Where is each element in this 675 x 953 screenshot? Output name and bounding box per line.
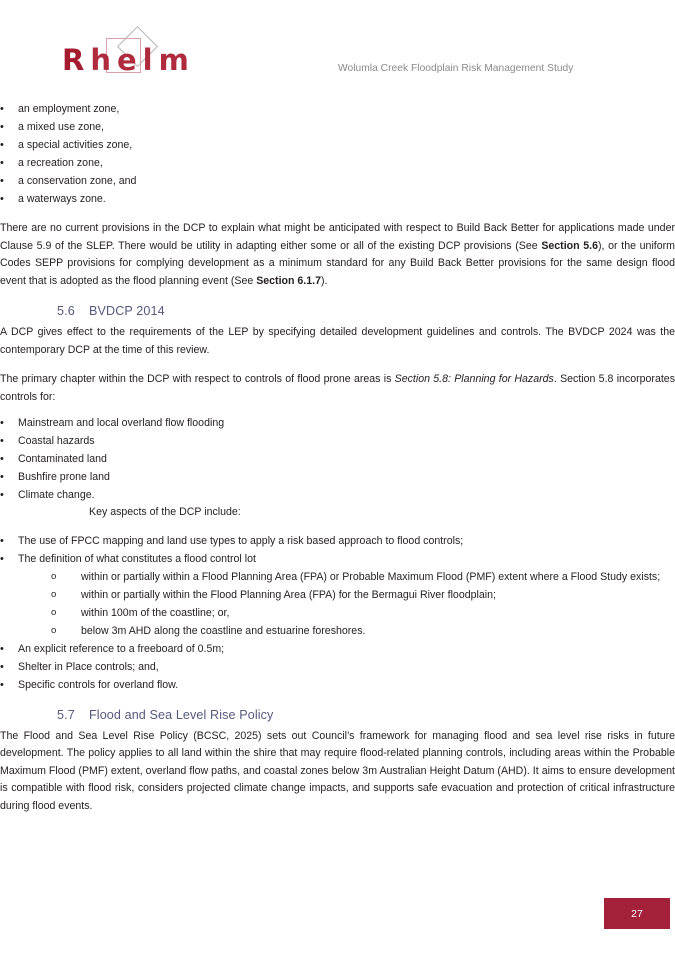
header-document-title: Wolumla Creek Floodplain Risk Management Study	[338, 63, 574, 74]
list-item	[0, 450, 675, 468]
flood-control-lot-sublist	[51, 568, 675, 640]
list-item-text: a conservation zone, and	[18, 175, 137, 187]
section-56-intro-paragraph: A DCP gives effect to the requirements of the LEP by specifying detailed development guidelines and controls. The BVDCP 2024 was the contemporary DCP at the time of this review.	[0, 326, 675, 356]
section-heading-56	[57, 304, 618, 318]
zone-bullet-list	[0, 100, 675, 208]
primary-chapter-part-1: The primary chapter within the DCP with respect to controls of flood prone areas is	[0, 373, 395, 385]
list-item	[0, 532, 675, 550]
list-item	[0, 154, 675, 172]
list-item	[0, 676, 675, 694]
list-item-text: Shelter in Place controls; and,	[18, 660, 159, 673]
section-title: BVDCP 2014	[89, 304, 165, 318]
list-item	[0, 640, 675, 658]
page-number-text: 27	[631, 907, 643, 920]
sub-list-item-text: below 3m AHD along the coastline and estuarine foreshores.	[81, 624, 366, 637]
page-content	[0, 100, 675, 815]
section-57-paragraph: The Flood and Sea Level Rise Policy (BCSC, 2025) sets out Council’s framework for managing flood and sea level rise risks in future development. The policy applies to all land within the shire that may require flood-related planning controls, including areas within the Probable Maximum Flood (PMF) extent, overland flow paths, and coastal zones below 3m Australian Height Datum (AHD). It aims to ensure development is compatible with flood risk, considers projected climate change impacts, and supports safe evacuation and protection of critical infrastructure during flood events.	[0, 729, 675, 812]
list-item-text: Bushfire prone land	[18, 471, 110, 483]
list-item	[0, 172, 675, 190]
list-item	[0, 414, 675, 432]
section-heading-57	[57, 708, 618, 722]
section-number: 5.7	[57, 707, 75, 722]
sub-list-item	[51, 622, 675, 640]
list-item-text: a waterways zone.	[18, 193, 106, 205]
list-item	[0, 486, 675, 504]
page-header	[0, 0, 675, 100]
list-item	[0, 100, 675, 118]
list-item-text: An explicit reference to a freeboard of 0.5m;	[18, 642, 225, 655]
list-item-text: The definition of what constitutes a flood control lot	[18, 552, 256, 565]
list-item-text: a mixed use zone,	[18, 121, 104, 133]
list-item-text: an employment zone,	[18, 103, 120, 115]
list-item	[0, 118, 675, 136]
list-item-text: a special activities zone,	[18, 139, 133, 151]
key-aspects-lead-line: Key aspects of the DCP include:	[89, 506, 241, 518]
key-aspects-bullet-list	[0, 532, 675, 694]
sub-list-item-text: within or partially within a Flood Planning Area (FPA) or Probable Maximum Flood (PMF) extent where a Flood Study exists;	[81, 570, 661, 583]
section-reference-56: Section 5.6	[541, 239, 598, 252]
list-item	[0, 468, 675, 486]
list-item-text: Mainstream and local overland flow flooding	[18, 417, 225, 429]
rhelm-logo	[62, 30, 195, 85]
list-item	[0, 432, 675, 450]
list-item-text: Climate change.	[18, 489, 95, 501]
dcp-provisions-paragraph	[0, 220, 675, 290]
list-item-text: Specific controls for overland flow.	[18, 678, 179, 691]
sub-list-item-text: within 100m of the coastline; or,	[81, 606, 230, 619]
list-item-text: The use of FPCC mapping and land use types to apply a risk based approach to flood controls;	[18, 534, 464, 547]
section-number: 5.6	[57, 304, 75, 318]
list-item	[0, 136, 675, 154]
section-title: Flood and Sea Level Rise Policy	[89, 707, 274, 722]
list-item	[0, 550, 675, 640]
sub-list-item	[51, 586, 675, 604]
italic-section-58-title: Section 5.8: Planning for Hazards	[394, 373, 554, 385]
section-reference-617: Section 6.1.7	[256, 274, 321, 287]
logo-letter-r: R	[62, 43, 91, 77]
sub-list-item	[51, 604, 675, 622]
primary-chapter-paragraph	[0, 371, 675, 406]
paragraph-part-3: ).	[320, 274, 328, 287]
sub-list-item-text: within or partially within the Flood Planning Area (FPA) for the Bermagui River floodplain;	[81, 588, 496, 601]
list-item-text: Coastal hazards	[18, 435, 95, 447]
list-item	[0, 190, 675, 208]
sub-list-item	[51, 568, 675, 586]
logo-letters-helm: helm	[90, 43, 195, 77]
hazard-bullet-list	[0, 414, 675, 504]
paragraph-part-2: ), or the uniform Codes SEPP provisions for complying development as a minimum standard for any Build Back Better provisions for the same design flood event that is adopted as the flood planning event (See	[0, 239, 675, 287]
list-item	[0, 658, 675, 676]
list-item-text: a recreation zone,	[18, 157, 103, 169]
primary-chapter-part-2: . Section 5.8 incorporates controls for:	[0, 373, 675, 403]
page-number-badge	[604, 898, 670, 929]
logo-wordmark	[62, 43, 195, 77]
paragraph-part-1: There are no current provisions in the DCP to explain what might be anticipated with respect to Build Back Better for applications made under Clause 5.9 of the SLEP. There would be utility in adapting either some or all of the existing DCP provisions (See	[0, 222, 675, 252]
list-item-text: Contaminated land	[18, 453, 107, 465]
